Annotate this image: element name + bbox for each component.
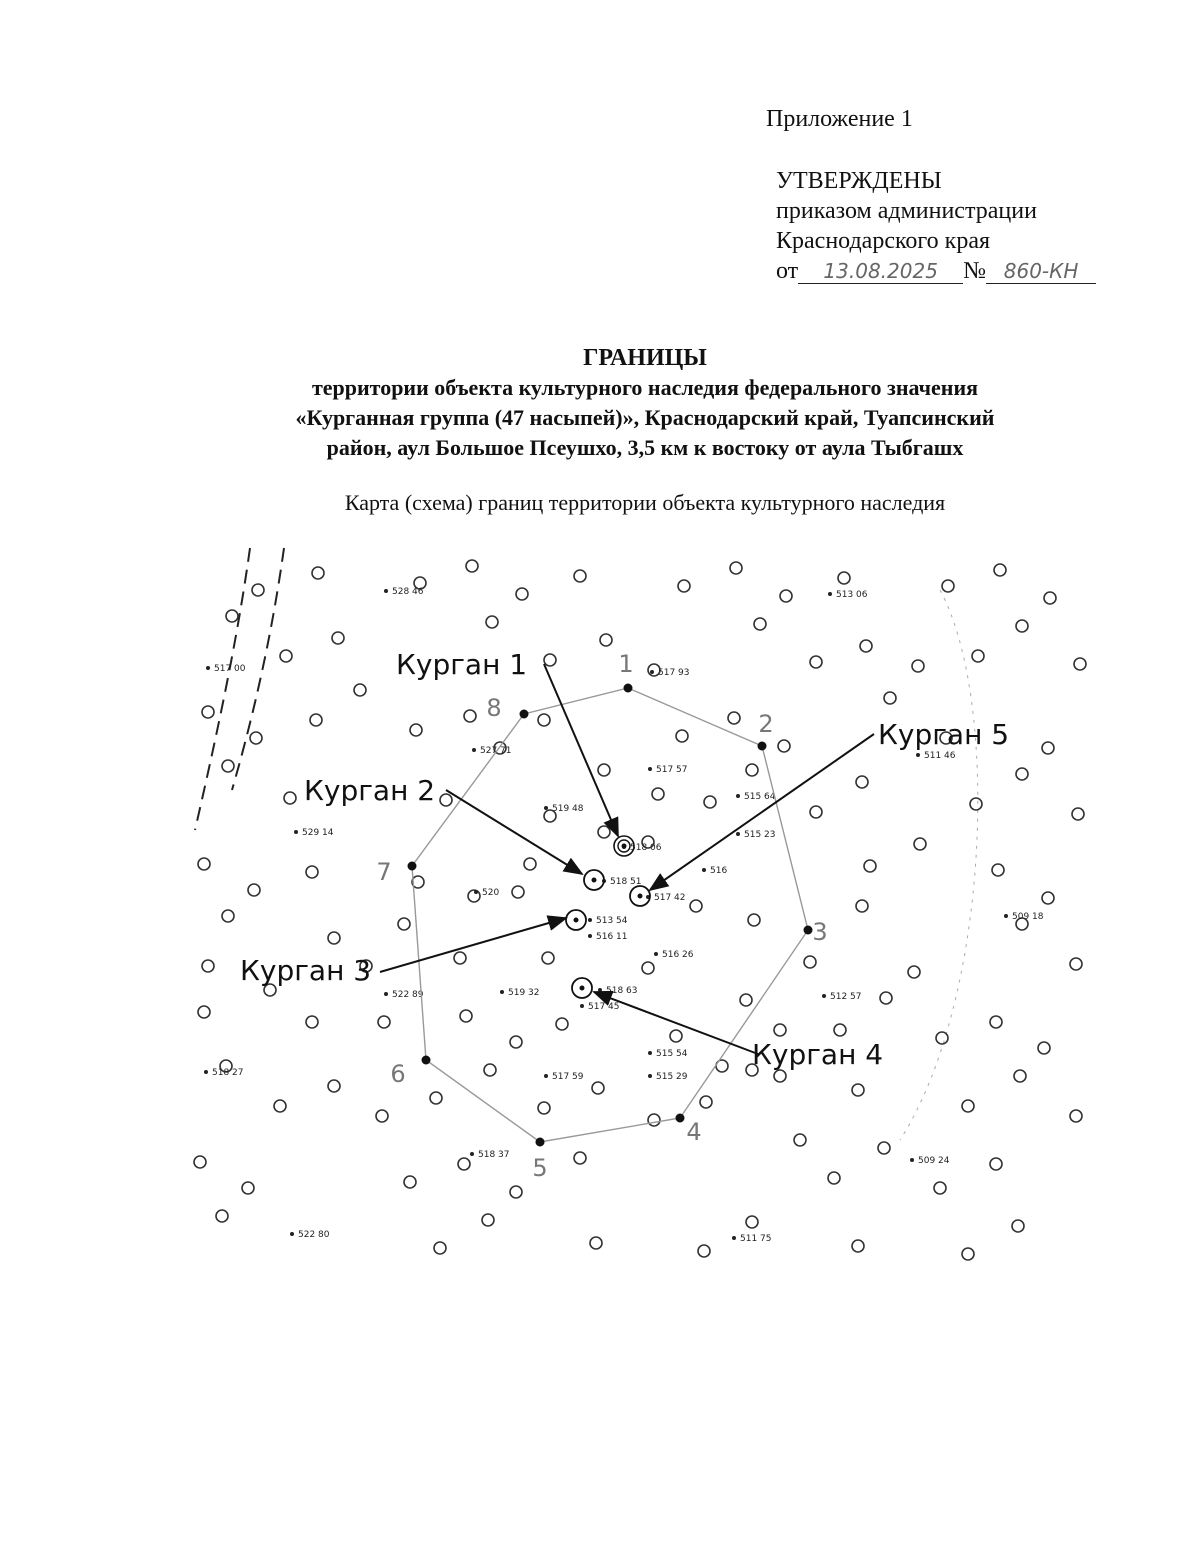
elevation-dot xyxy=(544,806,548,810)
from-label: от xyxy=(776,258,799,284)
terrain-mark xyxy=(538,1102,550,1114)
terrain-mark xyxy=(198,858,210,870)
elevation-dot xyxy=(384,992,388,996)
terrain-mark xyxy=(524,858,536,870)
handwritten-number: 860-КН xyxy=(986,259,1096,284)
terrain-mark xyxy=(698,1245,710,1257)
terrain-mark xyxy=(856,776,868,788)
terrain-mark xyxy=(704,796,716,808)
elevation-dot xyxy=(204,1070,208,1074)
terrain-mark xyxy=(1012,1220,1024,1232)
elevation-label: 515 54 xyxy=(656,1049,688,1059)
kurgan-pointer-arrow xyxy=(380,918,566,972)
road-line-1 xyxy=(195,548,250,830)
terrain-mark xyxy=(970,798,982,810)
elevation-dot xyxy=(916,753,920,757)
elevation-label: 512 57 xyxy=(830,992,862,1002)
kurgan-pointer-arrow xyxy=(650,734,874,890)
elevation-dot xyxy=(588,934,592,938)
terrain-mark xyxy=(592,1082,604,1094)
elevation-dot xyxy=(654,952,658,956)
elevation-label: 518 63 xyxy=(606,986,638,996)
terrain-mark xyxy=(914,838,926,850)
terrain-mark xyxy=(1044,592,1056,604)
elevation-dot xyxy=(474,890,478,894)
terrain-mark xyxy=(1072,808,1084,820)
title-line-3: район, аул Большое Псеушхо, 3,5 км к востоку от аула Тыбгашх xyxy=(326,435,964,460)
terrain-mark xyxy=(838,572,850,584)
elevation-dot xyxy=(648,1074,652,1078)
boundary-point-number: 1 xyxy=(618,650,634,678)
terrain-mark xyxy=(274,1100,286,1112)
terrain-mark xyxy=(226,610,238,622)
elevation-label: 527 71 xyxy=(480,746,512,756)
terrain-mark xyxy=(880,992,892,1004)
elevation-label: 518 37 xyxy=(478,1150,510,1160)
kurgan-label: Курган 4 xyxy=(752,1038,884,1071)
terrain-mark xyxy=(774,1024,786,1036)
terrain-mark xyxy=(834,1024,846,1036)
boundary-line xyxy=(412,688,808,1142)
elevation-label: 519 32 xyxy=(508,988,540,998)
map-caption: Карта (схема) границ территории объекта культурного наследия xyxy=(344,490,946,515)
terrain-mark xyxy=(222,760,234,772)
terrain-mark xyxy=(516,588,528,600)
kurgan-pointer-arrow xyxy=(446,790,582,874)
kurgan-label: Курган 3 xyxy=(240,954,372,987)
boundary-point-number: 3 xyxy=(812,918,828,946)
terrain-mark xyxy=(430,1092,442,1104)
terrain-mark xyxy=(1016,620,1028,632)
terrain-mark xyxy=(194,1156,206,1168)
terrain-mark xyxy=(690,900,702,912)
terrain-mark xyxy=(440,794,452,806)
terrain-mark xyxy=(510,1036,522,1048)
elevation-label: 520 xyxy=(482,888,500,898)
terrain-mark xyxy=(678,580,690,592)
terrain-mark xyxy=(804,956,816,968)
approved-line-2: Краснодарского края xyxy=(776,228,991,254)
elevation-label: 517 93 xyxy=(658,668,690,678)
elevation-dot xyxy=(648,767,652,771)
terrain-mark xyxy=(670,1030,682,1042)
terrain-mark xyxy=(574,570,586,582)
elevation-label: 528 46 xyxy=(392,587,424,597)
elevation-dot xyxy=(650,670,654,674)
terrain-mark xyxy=(198,1006,210,1018)
elevation-label: 516 xyxy=(710,866,728,876)
terrain-mark xyxy=(1070,1110,1082,1122)
terrain-mark xyxy=(484,1064,496,1076)
elevation-label: 517 45 xyxy=(588,1002,620,1012)
terrain-mark xyxy=(936,1032,948,1044)
terrain-mark xyxy=(598,764,610,776)
terrain-mark xyxy=(728,712,740,724)
terrain-mark xyxy=(794,1134,806,1146)
elevation-dot xyxy=(1004,914,1008,918)
boundary-point-number: 2 xyxy=(758,710,774,738)
elevation-label: 515 64 xyxy=(744,792,776,802)
terrain-mark xyxy=(280,650,292,662)
elevation-dot xyxy=(384,589,388,593)
elevation-label: 517 57 xyxy=(656,765,688,775)
terrain-mark xyxy=(990,1158,1002,1170)
elevation-label: 515 23 xyxy=(744,830,776,840)
terrain-mark xyxy=(972,650,984,662)
terrain-mark xyxy=(992,864,1004,876)
terrain-mark xyxy=(598,826,610,838)
terrain-mark xyxy=(852,1240,864,1252)
terrain-mark xyxy=(510,1186,522,1198)
terrain-mark xyxy=(1074,658,1086,670)
terrain-mark xyxy=(810,806,822,818)
elevation-label: 518 51 xyxy=(610,877,642,887)
terrain-mark xyxy=(306,1016,318,1028)
terrain-mark xyxy=(306,866,318,878)
kurgan-labels-group xyxy=(240,648,1009,1071)
kurgan-label: Курган 1 xyxy=(396,648,528,681)
terrain-mark xyxy=(676,730,688,742)
terrain-mark xyxy=(454,952,466,964)
number-label: № xyxy=(963,258,987,284)
boundary-point-number: 4 xyxy=(686,1118,702,1146)
terrain-mark xyxy=(250,732,262,744)
boundary-point xyxy=(536,1138,545,1147)
appendix-label: Приложение 1 xyxy=(766,106,913,132)
terrain-mark xyxy=(328,1080,340,1092)
kurgan-mound-center xyxy=(574,918,579,923)
terrain-mark xyxy=(410,724,422,736)
elevation-label: 511 46 xyxy=(924,751,956,761)
kurgan-mound-center xyxy=(622,844,627,849)
terrain-mark xyxy=(466,560,478,572)
elevation-dot xyxy=(472,748,476,752)
terrain-mark xyxy=(216,1210,228,1222)
kurgan-label: Курган 2 xyxy=(304,774,436,807)
kurgan-mound-center xyxy=(580,986,585,991)
title-main: ГРАНИЦЫ xyxy=(583,345,707,371)
terrain-mark xyxy=(908,966,920,978)
terrain-mark xyxy=(378,1016,390,1028)
terrain-mark xyxy=(404,1176,416,1188)
terrain-mark xyxy=(354,684,366,696)
contour-arc xyxy=(900,590,978,1140)
terrain-mark xyxy=(774,1070,786,1082)
terrain-mark xyxy=(538,714,550,726)
elevation-label: 517 42 xyxy=(654,893,686,903)
terrain-mark xyxy=(310,714,322,726)
elevation-dot xyxy=(206,666,210,670)
title-line-1: территории объекта культурного наследия федерального значения xyxy=(311,375,979,400)
terrain-mark xyxy=(778,740,790,752)
terrain-mark xyxy=(556,1018,568,1030)
boundary-point-number: 6 xyxy=(390,1060,406,1088)
elevation-dot xyxy=(294,830,298,834)
terrain-mark xyxy=(512,886,524,898)
boundary-point xyxy=(624,684,633,693)
terrain-mark xyxy=(746,1216,758,1228)
terrain-mark xyxy=(460,1010,472,1022)
elevation-label: 522 80 xyxy=(298,1230,330,1240)
terrain-mark xyxy=(860,640,872,652)
kurgan-mound-center xyxy=(592,878,597,883)
terrain-mark xyxy=(1042,892,1054,904)
elevation-label: 518 06 xyxy=(630,843,662,853)
kurgan-mound-center xyxy=(638,894,643,899)
elevation-label: 522 89 xyxy=(392,990,424,1000)
terrain-mark xyxy=(434,1242,446,1254)
boundary-point xyxy=(408,862,417,871)
terrain-mark xyxy=(754,618,766,630)
terrain-mark xyxy=(542,952,554,964)
terrain-mark xyxy=(746,764,758,776)
terrain-mark xyxy=(468,890,480,902)
elevation-label: 517 59 xyxy=(552,1072,584,1082)
terrain-mark xyxy=(1016,768,1028,780)
elevation-label: 516 11 xyxy=(596,932,628,942)
handwritten-date: 13.08.2025 xyxy=(798,259,963,284)
terrain-mark xyxy=(458,1158,470,1170)
terrain-mark xyxy=(252,584,264,596)
terrain-mark xyxy=(852,1084,864,1096)
elevation-dot xyxy=(732,1236,736,1240)
elevation-label: 529 14 xyxy=(302,828,334,838)
terrain-mark xyxy=(864,860,876,872)
terrain-mark xyxy=(202,706,214,718)
terrain-mark xyxy=(376,1110,388,1122)
terrain-mark xyxy=(1014,1070,1026,1082)
kurgan-pointer-arrow xyxy=(594,992,758,1054)
approved-line-1: приказом администрации xyxy=(776,198,1037,224)
elevation-label: 515 29 xyxy=(656,1072,688,1082)
elevation-dot xyxy=(500,990,504,994)
terrain-mark xyxy=(202,960,214,972)
elevation-dot xyxy=(648,1051,652,1055)
terrain-mark xyxy=(934,1182,946,1194)
terrain-mark xyxy=(828,1172,840,1184)
terrain-mark xyxy=(242,1182,254,1194)
elevation-label: 509 24 xyxy=(918,1156,950,1166)
boundary-point-number: 5 xyxy=(532,1154,548,1182)
terrain-mark xyxy=(884,692,896,704)
elevation-label: 513 54 xyxy=(596,916,628,926)
elevation-dot xyxy=(910,1158,914,1162)
terrain-mark xyxy=(990,1016,1002,1028)
elevation-label: 509 18 xyxy=(1012,912,1044,922)
elevation-dot xyxy=(828,592,832,596)
boundary-point-number: 7 xyxy=(376,858,392,886)
elevation-dot xyxy=(470,1152,474,1156)
terrain-mark xyxy=(994,564,1006,576)
terrain-mark xyxy=(1042,742,1054,754)
kurgan-label: Курган 5 xyxy=(878,718,1010,751)
terrain-mark xyxy=(856,900,868,912)
terrain-mark xyxy=(652,788,664,800)
elevation-label: 517 00 xyxy=(214,664,246,674)
terrain-mark xyxy=(730,562,742,574)
boundary-point xyxy=(758,742,767,751)
terrain-mark xyxy=(642,962,654,974)
approved-title: УТВЕРЖДЕНЫ xyxy=(776,168,942,194)
elevation-dot xyxy=(822,994,826,998)
elevation-label: 511 75 xyxy=(740,1234,772,1244)
terrain-mark xyxy=(810,656,822,668)
terrain-mark xyxy=(600,634,612,646)
terrain-mark xyxy=(574,1152,586,1164)
terrain-mark xyxy=(700,1096,712,1108)
terrain-mark xyxy=(248,884,260,896)
elevation-marks-group xyxy=(204,587,1044,1244)
terrain-mark xyxy=(878,1142,890,1154)
terrain-mark xyxy=(962,1248,974,1260)
elevation-dot xyxy=(290,1232,294,1236)
terrain-mark xyxy=(1070,958,1082,970)
elevation-label: 513 06 xyxy=(836,590,868,600)
boundary-point-number: 8 xyxy=(486,694,502,722)
elevation-dot xyxy=(702,868,706,872)
boundary-point xyxy=(804,926,813,935)
terrain-mark xyxy=(748,914,760,926)
elevation-label: 519 48 xyxy=(552,804,584,814)
elevation-dot xyxy=(598,988,602,992)
boundary-point xyxy=(676,1114,685,1123)
terrain-mark xyxy=(962,1100,974,1112)
elevation-dot xyxy=(544,1074,548,1078)
terrain-mark xyxy=(912,660,924,672)
terrain-mark xyxy=(398,918,410,930)
terrain-mark xyxy=(740,994,752,1006)
boundary-point xyxy=(422,1056,431,1065)
terrain-mark xyxy=(222,910,234,922)
title-line-2: «Курганная группа (47 насыпей)», Краснодарский край, Туапсинский xyxy=(295,405,995,430)
elevation-label: 518 27 xyxy=(212,1068,244,1078)
boundary-point xyxy=(520,710,529,719)
terrain-mark xyxy=(328,932,340,944)
elevation-dot xyxy=(580,1004,584,1008)
terrain-mark xyxy=(332,632,344,644)
terrain-mark xyxy=(544,654,556,666)
terrain-mark xyxy=(1038,1042,1050,1054)
terrain-mark xyxy=(284,792,296,804)
terrain-mark xyxy=(464,710,476,722)
terrain-marks-group xyxy=(194,560,1086,1260)
terrain-mark xyxy=(590,1237,602,1249)
terrain-mark xyxy=(482,1214,494,1226)
terrain-mark xyxy=(312,567,324,579)
elevation-label: 516 26 xyxy=(662,950,694,960)
terrain-mark xyxy=(942,580,954,592)
terrain-mark xyxy=(648,1114,660,1126)
elevation-dot xyxy=(736,794,740,798)
terrain-mark xyxy=(486,616,498,628)
terrain-mark xyxy=(780,590,792,602)
elevation-dot xyxy=(588,918,592,922)
elevation-dot xyxy=(736,832,740,836)
